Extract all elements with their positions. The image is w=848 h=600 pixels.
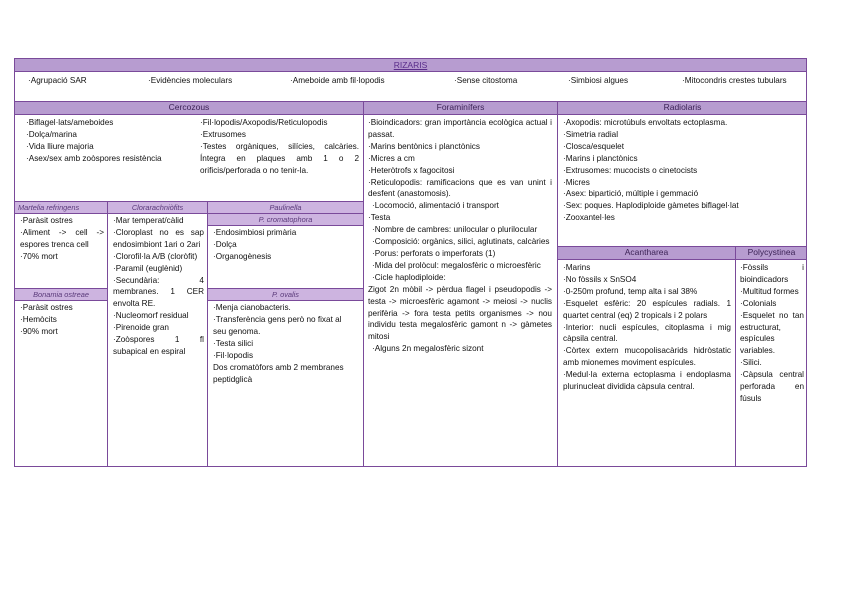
cercozous-right-list bbox=[197, 116, 362, 178]
martelia-list bbox=[17, 214, 107, 264]
list-item: ·Extrusomes: mucocists o cinetocists bbox=[563, 165, 698, 175]
acantharea-list bbox=[560, 261, 734, 394]
povalis-list bbox=[210, 301, 350, 387]
list-item: ·Còrtex extern mucopolisacàrids hidròstatic amb mionemes moviment espícules. bbox=[563, 346, 731, 368]
list-item: ·Fil·lopodis bbox=[213, 351, 254, 360]
list-item: ·Esquelet no tan estructurat, espícules variables. bbox=[740, 310, 804, 356]
list-item: ·Interior: nucli espícules, citoplasma i mig càpsila central. bbox=[563, 322, 731, 344]
list-item: ·Multitud formes bbox=[740, 286, 799, 296]
povalis-header: P. ovalis bbox=[208, 289, 363, 300]
list-item: ·Fòssils i bioindicadors bbox=[740, 263, 804, 284]
paulinella-list bbox=[210, 226, 362, 264]
polycystinea-header: Polycystinea bbox=[736, 247, 807, 259]
list-item: ·Testa silici bbox=[213, 339, 254, 348]
list-item: ·Secundària: 4 membranes. 1 CER envolta RE. bbox=[113, 275, 204, 309]
list-item: ·Paramil (euglènid) bbox=[113, 263, 183, 273]
list-item: ·Alguns 2n megalosfèric sizont bbox=[372, 344, 484, 354]
list-item: ·Paràsit ostres bbox=[20, 303, 73, 312]
paulinella-header: Paulinella bbox=[208, 202, 363, 213]
list-item: ·No fòssils x SnSO4 bbox=[563, 274, 637, 284]
list-item: ·Esquelet esfèric: 20 espícules radials. 1 quartet central (eq) 2 tropicals i 2 polars bbox=[563, 298, 731, 320]
bonamia-list bbox=[17, 301, 107, 339]
list-item: ·Mar temperat/càlid bbox=[113, 216, 184, 225]
list-item: ·Locomoció, alimentació i transport bbox=[372, 201, 499, 211]
summary-item: ·Sense citostoma bbox=[454, 76, 518, 85]
cercozous-left-list bbox=[23, 116, 198, 166]
list-item: ·Organogènesis bbox=[213, 252, 272, 261]
list-item: ·Nucleomorf residual bbox=[113, 311, 189, 321]
list-item: ·Clorofil·la A/B (cloròfit) bbox=[113, 251, 198, 261]
list-item: ·70% mort bbox=[20, 252, 58, 261]
page-title: RIZARIS bbox=[393, 60, 428, 70]
foraminifers-header: Foraminífers bbox=[364, 102, 557, 114]
list-item: ·Marins bbox=[563, 263, 591, 272]
list-item: ·Cloroplast no es sap endosimbiont 1ari o 2ari bbox=[113, 227, 204, 249]
list-item: ·Pirenoide gran bbox=[113, 323, 169, 333]
cercozous-header: Cercozous bbox=[15, 102, 363, 114]
chlorarachniophyta-list bbox=[110, 214, 207, 359]
list-item: ·90% mort bbox=[20, 327, 58, 336]
list-item: ·Asex: bipartició, múltiple i gemmació bbox=[563, 189, 699, 199]
summary-item: ·Ameboide amb fil·lopodis bbox=[290, 76, 385, 85]
martelia-header: Martelia refringens bbox=[15, 202, 107, 213]
radiolaris-header: Radiolaris bbox=[558, 102, 807, 114]
list-item: ·Testa bbox=[368, 213, 391, 223]
list-item: ·Menja cianobacteris. bbox=[213, 303, 291, 312]
paulinella-subheader: P. cromatophora bbox=[208, 214, 363, 225]
list-item: ·Reticulopodis: ramificacions que es van unint i desfent (anastomosis). bbox=[368, 177, 552, 199]
list-item: ·Dolça/marina bbox=[26, 130, 77, 139]
acantharea-header: Acantharea bbox=[558, 247, 735, 259]
list-item: ·Marins i planctònics bbox=[563, 153, 638, 163]
list-item: ·Hemòcits bbox=[20, 315, 57, 324]
list-item: ·Dolça bbox=[213, 240, 237, 249]
list-item: ·Bioindicadors: gran importància ecològica actual i passat. bbox=[368, 118, 552, 139]
list-item: ·Silici. bbox=[740, 358, 762, 368]
summary-item: ·Evidències moleculars bbox=[148, 76, 233, 85]
list-item: ·Colonials bbox=[740, 298, 777, 308]
list-item: ·Composició: orgànics, silici, aglutinats, calcàries bbox=[372, 237, 550, 247]
list-item: ·Extrusomes bbox=[200, 130, 246, 139]
chlorarachniophyta-header: Clorarachniòfits bbox=[108, 202, 207, 213]
list-item: ·0-250m profund, temp alta i sal 38% bbox=[563, 286, 698, 296]
title-bar bbox=[14, 58, 807, 72]
radiolaris-list bbox=[560, 116, 806, 225]
list-item: ·Zoòspores 1 fl subapical en espiral bbox=[113, 335, 204, 356]
list-item: ·Nombre de cambres: unilocular o plurilocular bbox=[372, 225, 538, 235]
main-table bbox=[14, 102, 807, 467]
list-item: Zigot 2n mòbil -> pèrdua flagel i pseudopodis -> testa -> microesfèric agamont -> meiosi -> nuclis perifèria -> fora testa petits organismes -> nou individu testa megalosfèric gamont n -> gàmetes mitosi bbox=[368, 284, 552, 342]
list-item: ·Càpsula central perforada en fúsuls bbox=[740, 370, 804, 403]
list-item: ·Testes orgàniques, silícies, calcàries. Íntegra en plaques amb 1 o 2 orificis/perforada o no tenir-la. bbox=[200, 142, 359, 175]
list-item: ·Porus: perforats o imperforats (1) bbox=[372, 248, 496, 258]
summary-row bbox=[14, 72, 807, 102]
list-item: ·Mida del prolòcul: megalosfèric o microesfèric bbox=[372, 260, 541, 270]
list-item: ·Micres bbox=[563, 177, 590, 187]
list-item: ·Aliment -> cell -> espores trenca cell bbox=[20, 228, 104, 249]
list-item: Dos cromatòfors amb 2 membranes peptidglicà bbox=[213, 363, 344, 384]
list-item: ·Endosimbiosi primària bbox=[213, 228, 297, 237]
summary-item: ·Mitocondris crestes tubulars bbox=[682, 76, 787, 85]
summary-item: ·Simbiosi algues bbox=[568, 76, 629, 85]
list-item: ·Transferència gens però no fixat al seu genoma. bbox=[213, 315, 342, 336]
list-item: ·Zooxantel·les bbox=[563, 213, 615, 223]
foraminifers-list bbox=[365, 116, 555, 356]
list-item: ·Medul·la externa ectoplasma i endoplasma plurinucleat dividida càpsula central. bbox=[563, 370, 731, 392]
list-item: ·Marins bentònics i planctònics bbox=[368, 141, 480, 151]
list-item: ·Axopodis: microtúbuls envoltats ectoplasma. bbox=[563, 118, 728, 127]
list-item: ·Fil·lopodis/Axopodis/Reticulopodis bbox=[200, 118, 328, 127]
list-item: ·Biflagel·lats/ameboides bbox=[26, 118, 114, 127]
list-item: ·Vida lliure majoria bbox=[26, 142, 94, 151]
list-item: ·Closca/esquelet bbox=[563, 141, 624, 151]
list-item: ·Micres a cm bbox=[368, 153, 415, 163]
list-item: ·Cicle haplodiploide: bbox=[372, 272, 446, 282]
bonamia-header: Bonamia ostreae bbox=[15, 289, 107, 300]
list-item: ·Asex/sex amb zoòspores resistència bbox=[26, 154, 162, 163]
list-item: ·Sex: poques. Haplodiploide gàmetes biflagel·lat bbox=[563, 201, 739, 211]
summary-item: ·Agrupació SAR bbox=[28, 76, 87, 85]
polycystinea-list bbox=[737, 261, 807, 406]
list-item: ·Simetria radial bbox=[563, 129, 619, 139]
list-item: ·Heteròtrofs x fagocitosi bbox=[368, 165, 455, 175]
list-item: ·Paràsit ostres bbox=[20, 216, 73, 225]
